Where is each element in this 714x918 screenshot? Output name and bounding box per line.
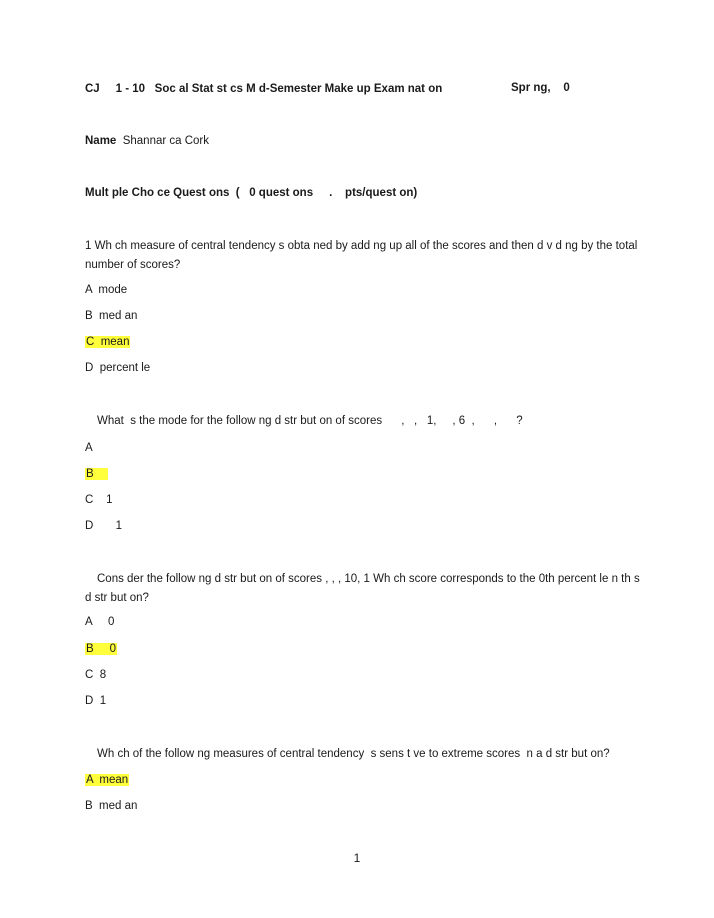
exam-title: CJ 1 - 10 Soc al Stat st cs M d-Semester Make up Exam nat on xyxy=(85,83,443,95)
question-4-text: Wh ch of the follow ng measures of central tendency s sens t ve to extreme scores n a d str but on? xyxy=(97,748,610,760)
student-name: Shannar ca Cork xyxy=(122,135,210,147)
question-1-option-a: A mode xyxy=(85,284,128,296)
question-2-option-a: A xyxy=(85,442,93,454)
question-4-option-b: B med an xyxy=(85,800,138,812)
student-name-line xyxy=(85,134,209,149)
question-2-option-c: C 1 xyxy=(85,494,113,506)
question-3-text: Cons der the follow ng d str but on of scores , , , 10, 1 Wh ch score corresponds to the 0th percent le n th s d str but on? xyxy=(85,573,640,604)
highlighted-answer: C mean xyxy=(86,336,130,348)
question-1-text: 1 Wh ch measure of central tendency s obta ned by add ng up all of the scores and then d v d ng by the total number of scores? xyxy=(85,240,638,271)
question-3-option-c: C 8 xyxy=(85,669,107,681)
exam-term: Spr ng, 0 xyxy=(511,82,570,94)
name-label: Name xyxy=(85,135,117,147)
question-3-option-a: A 0 xyxy=(85,616,115,628)
question-1-option-d: D percent le xyxy=(85,362,151,374)
question-2-option-d: D 1 xyxy=(85,520,123,532)
section-title: Mult ple Cho ce Quest ons ( 0 quest ons . pts/quest on) xyxy=(85,187,418,199)
question-4-option-a xyxy=(85,773,129,788)
question-3-option-b xyxy=(85,642,117,657)
highlighted-answer: B xyxy=(85,468,108,480)
highlighted-answer: A mean xyxy=(86,774,129,786)
question-3-option-d: D 1 xyxy=(85,695,107,707)
question-1-option-b: B med an xyxy=(85,310,138,322)
question-2-option-b xyxy=(85,467,108,482)
page-number: 1 xyxy=(353,851,361,865)
question-1-option-c xyxy=(85,335,130,350)
question-2-text: What s the mode for the follow ng d str but on of scores , , 1, , 6 , , ? xyxy=(97,415,523,427)
highlighted-answer: B 0 xyxy=(86,643,117,655)
